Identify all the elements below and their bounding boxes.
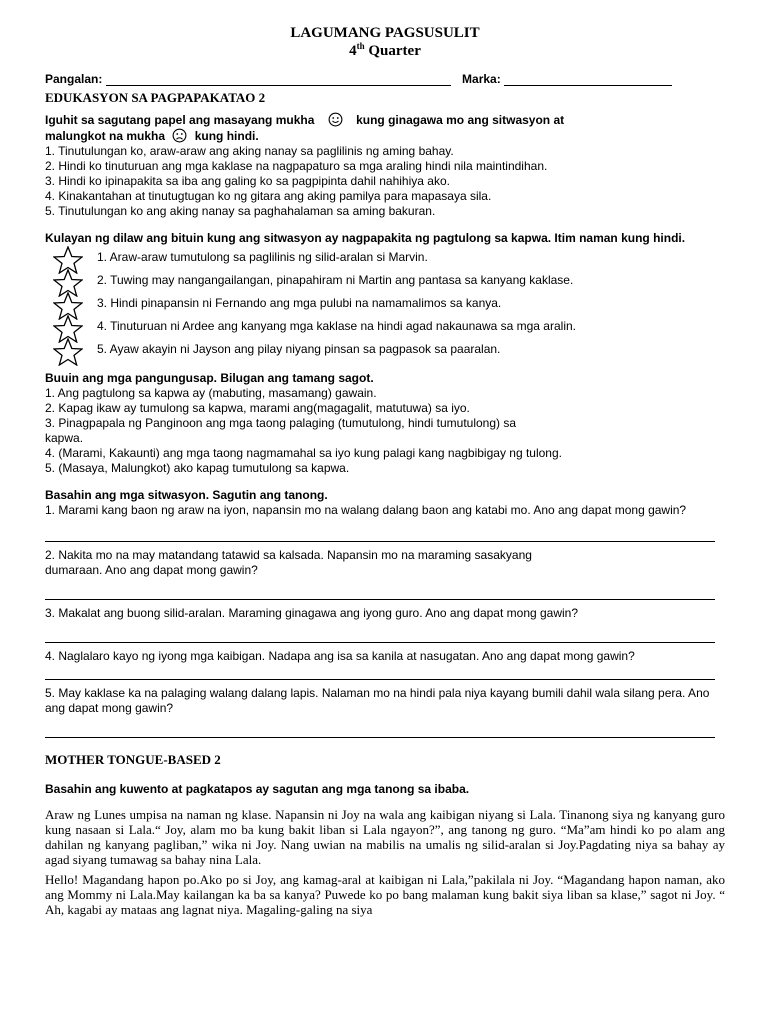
completion-item-3-cont: kapwa.	[45, 431, 84, 445]
star-item-label: 4. Tinuturuan ni Ardee ang kanyang mga kaklase na hindi agad nakaunawa sa mga aralin.	[97, 319, 576, 333]
star-icon[interactable]	[53, 338, 83, 366]
esp-item-3: 3. Hindi ko ipinapakita sa iba ang galing ko sa pagpipinta dahil nahihiya ako.	[45, 174, 450, 188]
star-item-2	[45, 269, 725, 292]
situation-question-1: 1. Marami kang baon ng araw na iyon, napansin mo na walang dalang baon ang katabi mo. Ano ang dapat mong gawin?	[45, 503, 687, 517]
situation-question-4: 4. Naglalaro kayo ng iyong mga kaibigan. Nadapa ang isa sa kanila at nasugatan. Ano ang dapat mong gawin?	[45, 649, 635, 663]
answer-line-4[interactable]	[45, 678, 715, 680]
star-item-label: 2. Tuwing may nangangailangan, pinapahiram ni Martin ang pantasa sa kanyang kaklase.	[97, 273, 574, 287]
esp-instruction-4: Basahin ang mga sitwasyon. Sagutin ang tanong.	[45, 488, 328, 502]
star-item-label: 3. Hindi pinapansin ni Fernando ang mga pulubi na namamalimos sa kanya.	[97, 296, 502, 310]
star-item-label: 5. Ayaw akayin ni Jayson ang pilay niyang pinsan sa pagpasok sa paaralan.	[97, 342, 501, 356]
situation-question-3: 3. Makalat ang buong silid-aralan. Maraming ginagawa ang iyong guro. Ano ang dapat mong gawin?	[45, 606, 579, 620]
mtb-instruction: Basahin ang kuwento at pagkatapos ay sagutan ang mga tanong sa ibaba.	[45, 782, 470, 796]
sad-face-icon	[172, 128, 187, 143]
star-item-3	[45, 292, 725, 315]
name-field[interactable]	[106, 73, 451, 86]
answer-line-3[interactable]	[45, 641, 715, 643]
situation-question-2a: 2. Nakita mo na may matandang tatawid sa kalsada. Napansin mo na maraming sasakyang	[45, 548, 532, 562]
worksheet-page	[45, 24, 725, 917]
esp-instruction-1b: kung ginagawa mo ang sitwasyon at	[356, 113, 565, 127]
quarter-title	[45, 42, 725, 60]
situation-question-5: 5. May kaklase ka na palaging walang dalang lapis. Nalaman mo na hindi pala niya kayang bumili dahil wala silang pera. Ano ang dapat mong gawin?	[45, 686, 710, 715]
esp-instruction-1a: Iguhit sa sagutang papel ang masayang mukha	[45, 113, 315, 127]
completion-item-3: 3. Pinagpapala ng Panginoon ang mga taong palaging (tumutulong, hindi tumutulong) sa	[45, 416, 517, 430]
esp-item-5: 5. Tinutulungan ko ang aking nanay sa paghahalaman sa aming bakuran.	[45, 204, 436, 218]
story-paragraph-2: Hello! Magandang hapon po.Ako po si Joy, ang kamag-aral at kaibigan ni Lala,”pakilala ni Joy. “Magandang hapon naman, ako ang Mommy ni Lala.May kailangan ka ba sa kanya? Puwede ko po bang malaman kung bakit siya liban sa klase,” sagot ni Joy. “ Ah, kagabi ay mataas ang lagnat niya. Magaling-galing na siya	[45, 872, 725, 917]
star-item-label: 1. Araw-araw tumutulong sa paglilinis ng silid-aralan si Marvin.	[97, 250, 428, 264]
completion-item-2: 2. Kapag ikaw ay tumulong sa kapwa, marami ang(magagalit, matutuwa) sa iyo.	[45, 401, 470, 415]
star-item-4	[45, 315, 725, 338]
story-paragraph-1: Araw ng Lunes umpisa na naman ng klase. Napansin ni Joy na wala ang kaibigan niyang si Lala. Tinanong siya ng kanyang guro kung nasaan si Lala.“ Joy, alam mo ba kung bakit liban si Lala ngayon?”, ang tanong ng guro. “Ma”am hindi ko po alam ang dahilan ng kanyang pagliban,” wika ni Joy. Nang uwian na mabilis na umalis ng silid-aralan si Joy.Pagdating niya sa bahay ay agad siyang tumawag sa bahay nina Lala.	[45, 807, 725, 867]
completion-item-1: 1. Ang pagtulong sa kapwa ay (mabuting, masamang) gawain.	[45, 386, 377, 400]
answer-line-1[interactable]	[45, 540, 715, 542]
esp-instruction-2: Kulayan ng dilaw ang bituin kung ang sitwasyon ay nagpapakita ng pagtulong sa kapwa. Itim naman kung hindi.	[45, 231, 686, 245]
situation-question-2b: dumaraan. Ano ang dapat mong gawin?	[45, 563, 258, 577]
completion-item-4: 4. (Marami, Kakaunti) ang mga taong nagmamahal sa iyo kung palagi kang nagbibigay ng tulong.	[45, 446, 562, 460]
answer-line-5[interactable]	[45, 736, 715, 738]
happy-face-icon	[328, 112, 343, 127]
esp-instruction-1c: malungkot na mukha	[45, 129, 166, 143]
esp-item-1: 1. Tinutulungan ko, araw-araw ang aking nanay sa paglilinis ng aming bahay.	[45, 144, 454, 158]
quarter-suffix: th	[356, 41, 365, 51]
completion-item-5: 5. (Masaya, Malungkot) ako kapag tumutulong sa kapwa.	[45, 461, 350, 475]
esp-item-2: 2. Hindi ko tinuturuan ang mga kaklase na nagpapaturo sa mga araling hindi nila maintindihan.	[45, 159, 548, 173]
star-item-5	[45, 338, 725, 361]
esp-instruction-1	[45, 112, 725, 144]
quarter-number: 4	[349, 43, 357, 59]
esp-instruction-1d: kung hindi.	[194, 129, 259, 143]
quarter-word: Quarter	[368, 43, 421, 59]
name-label: Pangalan:	[45, 72, 103, 86]
page-title: LAGUMANG PAGSUSULIT	[290, 25, 480, 41]
name-score-row	[45, 72, 725, 90]
esp-instruction-3: Buuin ang mga pangungusap. Bilugan ang tamang sagot.	[45, 371, 374, 385]
esp-subject-heading: EDUKASYON SA PAGPAPAKATAO 2	[45, 90, 266, 105]
mtb-subject-heading: MOTHER TONGUE-BASED 2	[45, 752, 221, 767]
star-item-1	[45, 246, 725, 269]
star-list	[45, 246, 725, 361]
esp-item-4: 4. Kinakantahan at tinutugtugan ko ng gitara ang aking pamilya para mapasaya sila.	[45, 189, 492, 203]
score-field[interactable]	[504, 73, 672, 86]
score-label: Marka:	[462, 72, 501, 86]
answer-line-2[interactable]	[45, 598, 715, 600]
